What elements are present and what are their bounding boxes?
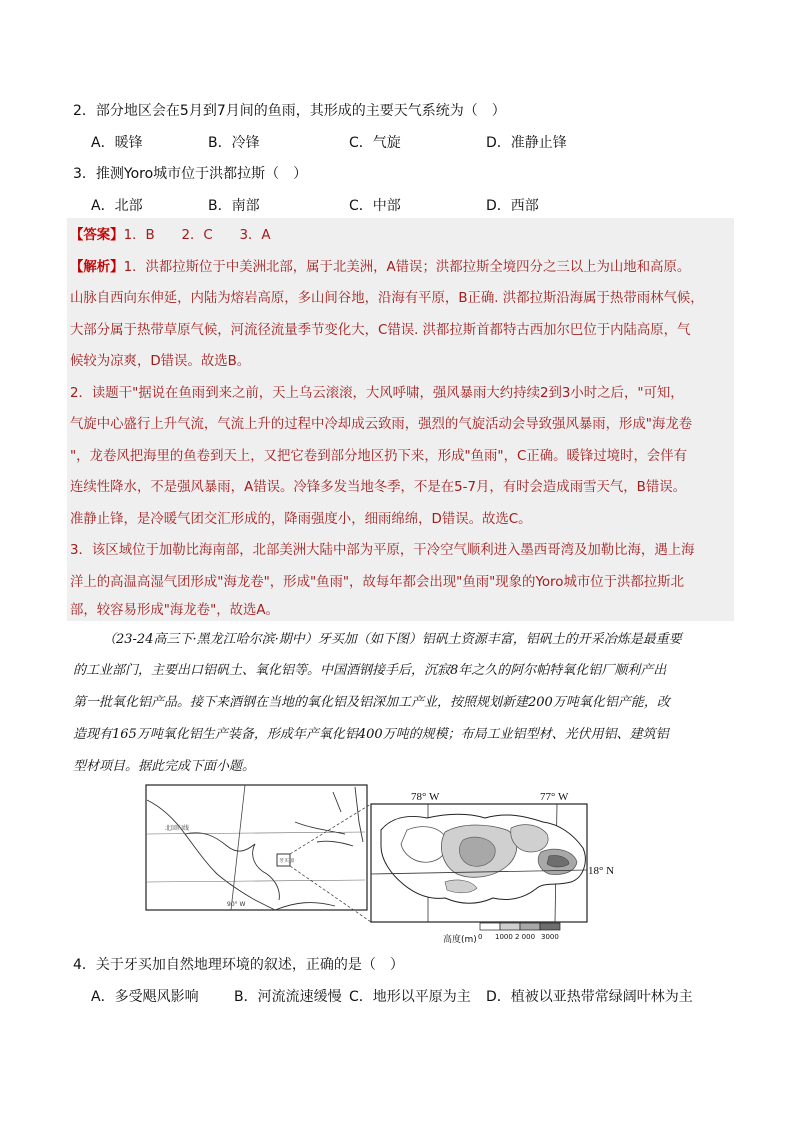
jamaica-map-figure	[145, 782, 615, 950]
question-4-stem: 4．关于牙买加自然地理环境的叙述，正确的是（ ）	[73, 957, 404, 973]
analysis-text-1: 1．洪都拉斯位于中美洲北部，属于北美洲，A错误；洪都拉斯全境四分之三以上为山地和高原。	[123, 260, 691, 275]
legend-swatch-1	[500, 923, 520, 930]
question-4-options	[0, 986, 794, 1006]
legend-tick-1: 1000	[495, 933, 513, 941]
legend-swatch-0	[480, 923, 500, 930]
answer-line	[70, 226, 271, 246]
analysis-line-1	[70, 258, 690, 278]
analysis-line-6: 气旋中心盛行上升气流，气流上升的过程中冷却成云致雨，强烈的气旋活动会导致强风暴雨，形成"海龙卷	[70, 417, 693, 432]
legend-tick-2: 2 000	[515, 933, 536, 941]
analysis-line-7: "，龙卷风把海里的鱼卷到天上，又把它卷到部分地区扔下来，形成"鱼雨"，C正确。暖锋过境时，会伴有	[70, 449, 688, 464]
legend-tick-0: 0	[478, 933, 483, 941]
lon-label-78w: 78° W	[411, 791, 440, 803]
question-2-stem: 2．部分地区会在5月到7月间的鱼雨，其形成的主要天气系统为（ ）	[73, 103, 506, 119]
locator-map-frame	[146, 785, 367, 910]
question-3-stem: 3．推测Yoro城市位于洪都拉斯（ ）	[73, 166, 308, 182]
question-3-options	[0, 195, 794, 215]
q3-option-a[interactable]: A．北部	[91, 198, 143, 214]
legend-swatch-3	[540, 923, 560, 930]
answer-text: 1．B 2．C 3．A	[123, 228, 271, 243]
locator-jamaica-label: 牙买加	[279, 858, 295, 864]
analysis-line-12: 部，较容易形成"海龙卷"，故选A。	[70, 603, 279, 618]
q2-option-a[interactable]: A．暖锋	[91, 135, 143, 151]
material-line-5: 型材项目。据此完成下面小题。	[73, 759, 256, 774]
q4-option-b[interactable]: B．河流流速缓慢	[234, 989, 342, 1005]
analysis-line-5: 2．读题干"据说在鱼雨到来之前，天上乌云滚滚，大风呼啸，强风暴雨大约持续2到3小时之后，"可知，	[70, 386, 684, 401]
analysis-line-3: 大部分属于热带草原气候，河流径流量季节变化大，C错误. 洪都拉斯首都特古西加尔巴位于内陆高原，气	[70, 323, 691, 338]
q4-option-d[interactable]: D．植被以亚热带常绿阔叶林为主	[486, 989, 693, 1005]
analysis-line-10: 3．该区域位于加勒比海南部，北部美洲大陆中部为平原，干冷空气顺利进入墨西哥湾及加勒比海，遇上海	[70, 543, 695, 558]
legend-tick-3: 3000	[541, 933, 559, 941]
q2-option-b[interactable]: B．冷锋	[208, 135, 260, 151]
lon-label-77w: 77° W	[540, 791, 569, 803]
legend-swatch-2	[520, 923, 540, 930]
q3-option-b[interactable]: B．南部	[208, 198, 260, 214]
q2-option-c[interactable]: C．气旋	[349, 135, 401, 151]
material-line-2: 的工业部门，主要出口铝矾土、氧化铝等。中国酒钢接手后，沉寂8年之久的阿尔帕特氧化铝厂顺利产出	[73, 663, 667, 678]
analysis-label: 【解析】	[70, 260, 124, 275]
locator-tropic-label: 北回归线	[165, 825, 190, 832]
locator-lon-label: 90° W	[227, 901, 246, 908]
legend-title: 高度(m)	[443, 935, 477, 945]
material-line-1: （23-24高三下·黑龙江哈尔滨·期中）牙买加（如下图）铝矾土资源丰富，铝矾土的开采冶炼是最重要	[103, 632, 682, 647]
map-svg	[145, 782, 615, 950]
q4-option-a[interactable]: A．多受飓风影响	[91, 989, 199, 1005]
question-2-options	[0, 132, 794, 152]
q3-option-c[interactable]: C．中部	[349, 198, 401, 214]
lat-label-18n: 18° N	[588, 865, 615, 877]
answer-label: 【答案】	[70, 228, 124, 243]
q4-option-c[interactable]: C．地形以平原为主	[349, 989, 471, 1005]
analysis-line-8: 连续性降水，不是强风暴雨，A错误。冷锋多发当地冬季，不是在5-7月，有时会造成雨雪天气，B错误。	[70, 480, 687, 495]
analysis-line-4: 候较为凉爽，D错误。故选B。	[70, 354, 251, 369]
material-line-3: 第一批氧化铝产品。接下来酒钢在当地的氧化铝及铝深加工产业，按照规划新建200万吨氧化铝产能，改	[73, 695, 670, 710]
q3-option-d[interactable]: D．西部	[486, 198, 539, 214]
analysis-line-11: 洋上的高温高湿气团形成"海龙卷"，形成"鱼雨"，故每年都会出现"鱼雨"现象的Yoro城市位于洪都拉斯北	[70, 575, 684, 590]
q2-option-d[interactable]: D．准静止锋	[486, 135, 567, 151]
analysis-line-2: 山脉自西向东伸延，内陆为熔岩高原，多山间谷地，沿海有平原，B正确. 洪都拉斯沿海属于热带雨林气候，	[70, 291, 704, 306]
analysis-line-9: 准静止锋，是冷暖气团交汇形成的，降雨强度小，细雨绵绵，D错误。故选C。	[70, 512, 532, 527]
material-line-4: 造现有165万吨氧化铝生产装备，形成年产氧化铝400万吨的规模；布局工业铝型材、光伏用铝、建筑铝	[73, 727, 669, 742]
upland-central-high	[459, 837, 495, 866]
